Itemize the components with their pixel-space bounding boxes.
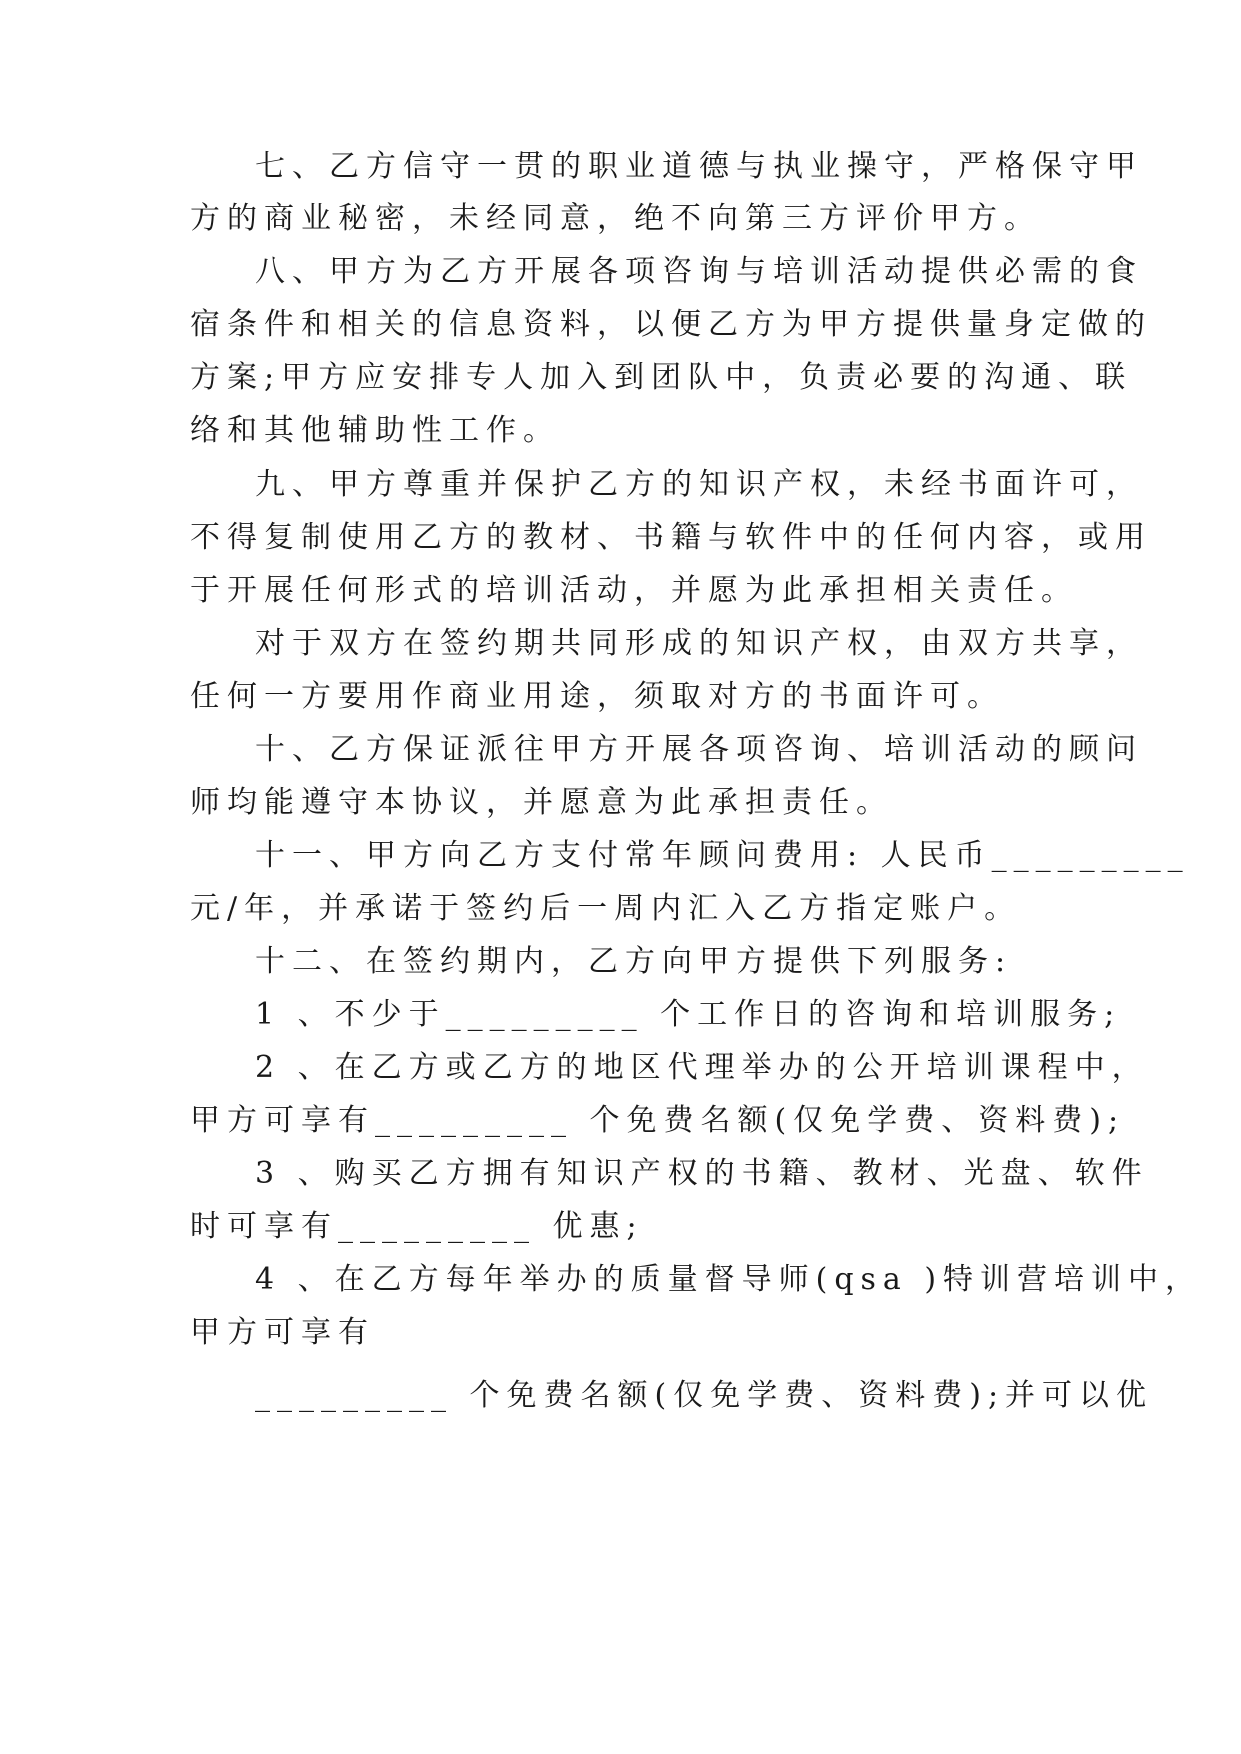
text-line: 甲方可享有_________ 个免费名额(仅免学费、资料费);	[190, 1103, 1126, 1138]
text-line: 1 、不少于_________ 个工作日的咨询和培训服务;	[255, 997, 1122, 1032]
text-line: 对于双方在签约期共同形成的知识产权，由双方共享，	[255, 626, 1143, 661]
text-line: 八、甲方为乙方开展各项咨询与培训活动提供必需的食	[255, 254, 1143, 289]
text-line: 十、乙方保证派往甲方开展各项咨询、培训活动的顾问	[255, 732, 1143, 767]
text-line: 2 、在乙方或乙方的地区代理举办的公开培训课程中，	[255, 1050, 1149, 1085]
text-line: 九、甲方尊重并保护乙方的知识产权，未经书面许可，	[255, 467, 1143, 502]
text-line: 不得复制使用乙方的教材、书籍与软件中的任何内容，或用	[190, 520, 1152, 555]
text-line: 十二、在签约期内，乙方向甲方提供下列服务:	[255, 944, 1013, 979]
text-line: 络和其他辅助性工作。	[190, 413, 560, 448]
text-line: 3 、购买乙方拥有知识产权的书籍、教材、光盘、软件	[255, 1156, 1149, 1191]
text-line: 方案;甲方应安排专人加入到团队中，负责必要的沟通、联	[190, 360, 1133, 395]
text-line: 宿条件和相关的信息资料，以便乙方为甲方提供量身定做的	[190, 307, 1152, 342]
text-line: 时可享有_________ 优惠;	[190, 1209, 644, 1244]
text-line: 元/年，并承诺于签约后一周内汇入乙方指定账户。	[190, 891, 1022, 926]
text-line: 师均能遵守本协议，并愿意为此承担责任。	[190, 785, 893, 820]
text-line: 七、乙方信守一贯的职业道德与执业操守，严格保守甲	[255, 149, 1143, 184]
text-line: 甲方可享有	[190, 1315, 375, 1350]
text-line: 任何一方要用作商业用途，须取对方的书面许可。	[190, 679, 1004, 714]
text-line: 方的商业秘密，未经同意，绝不向第三方评价甲方。	[190, 201, 1041, 236]
text-line: _________ 个免费名额(仅免学费、资料费);并可以优	[255, 1378, 1154, 1413]
text-line: 十一、甲方向乙方支付常年顾问费用: 人民币_________	[255, 838, 1190, 873]
text-line: 4 、在乙方每年举办的质量督导师(qsa )特训营培训中，	[255, 1262, 1203, 1297]
text-line: 于开展任何形式的培训活动，并愿为此承担相关责任。	[190, 573, 1078, 608]
